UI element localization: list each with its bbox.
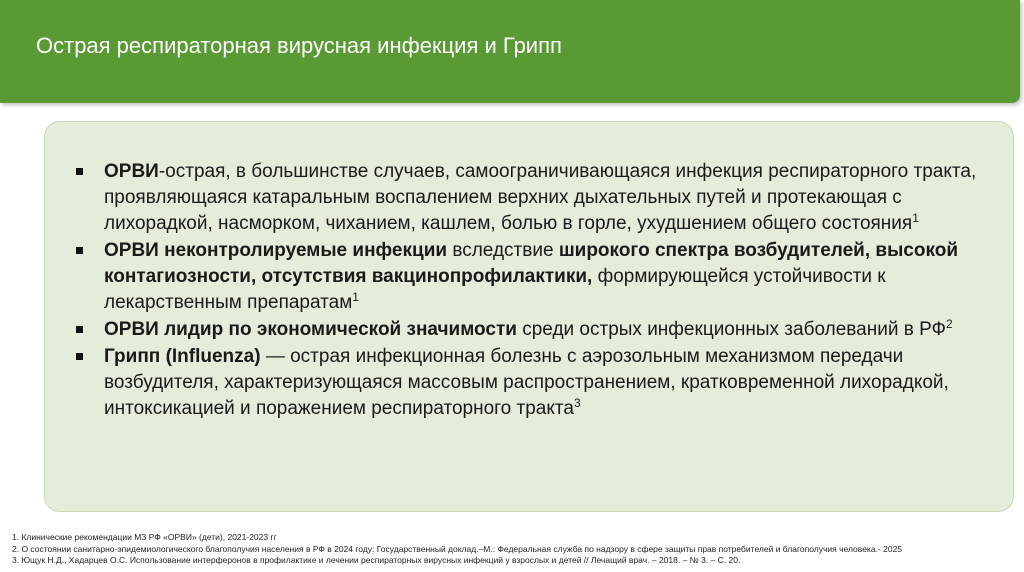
bullet-text: — острая инфекционная болезнь с аэрозольным механизмом передачи возбудителя, характеризующаяся массовым распространением, кратковременной лихорадкой, интоксикацией и поражением респираторного тракта	[104, 346, 949, 419]
reference-superscript: 3	[573, 396, 581, 410]
bullet-text: формирующейся устойчивости к лекарственным препаратам	[104, 266, 886, 313]
bullet-text: вследствие	[447, 240, 559, 261]
bullet-text: -острая, в большинстве случаев, самоограничивающаяся инфекция респираторного тракта, проявляющаяся катаральным воспалением верхних дыхательных путей и протекающая с лихорадкой, насморком, чиханием, кашлем, болью в горле, ухудшением общего состояния	[104, 161, 977, 234]
footnotes	[12, 532, 1012, 567]
title-bar	[0, 0, 1020, 103]
bullet-text: среди острых инфекционных заболеваний в РФ	[516, 319, 946, 340]
bullet-item	[76, 238, 996, 316]
bullet-square-icon	[76, 168, 83, 175]
bullet-bold-text: ОРВИ неконтролируемые инфекции	[104, 240, 448, 261]
bullet-item	[76, 317, 996, 343]
reference-superscript: 1	[352, 290, 359, 304]
slide-title: Острая респираторная вирусная инфекция и Грипп	[36, 33, 562, 58]
bullet-square-icon	[76, 353, 83, 360]
bullet-bold-text: Грипп (Influenza)	[104, 346, 261, 367]
bullet-square-icon	[76, 247, 83, 254]
footnote-1: 1. Клинические рекомендации МЗ РФ «ОРВИ» (дети), 2021-2023 гг	[12, 532, 277, 542]
bullet-bold-text: широкого спектра возбудителей, высокой контагиозности, отсутствия вакцинопрофилактики,	[104, 240, 959, 287]
footnote-2: 2. О состоянии санитарно-эпидемиологического благополучия населения в РФ в 2024 году: Государственный доклад.–М.: Федеральная служба по надзору в сфере защиты прав потребителей и благополучия человека.- 2025	[12, 543, 903, 554]
reference-superscript: 2	[945, 317, 953, 331]
reference-superscript: 1	[912, 211, 919, 225]
bullet-bold-text: ОРВИ лидир по экономической значимости	[104, 319, 517, 340]
bullet-bold-text: ОРВИ	[104, 161, 159, 182]
bullet-item	[76, 159, 996, 237]
bullet-item	[76, 344, 996, 422]
bullet-square-icon	[76, 326, 83, 333]
bullet-list	[76, 159, 996, 423]
footnote-3: 3. Ющук Н.Д., Хадарцев О.С. Использование интерферонов в профилактике и лечении респираторных вирусных инфекций у взрослых и детей // Лечащий врач. – 2018. – № 3. – С. 20.	[12, 555, 741, 565]
